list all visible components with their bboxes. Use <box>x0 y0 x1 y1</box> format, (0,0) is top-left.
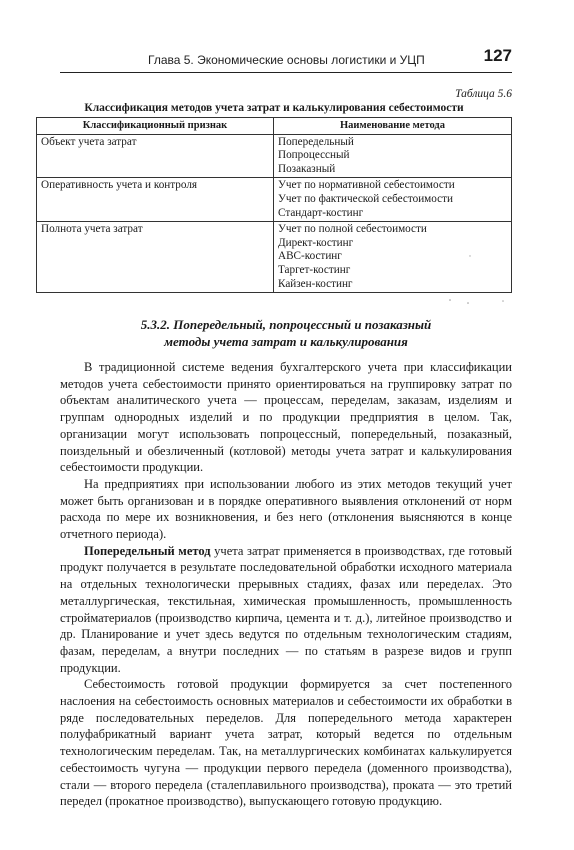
scan-speck <box>449 299 451 301</box>
table-title: Классификация методов учета затрат и калькулирования себестоимости <box>84 102 464 114</box>
method-item: Директ-костинг <box>278 236 354 249</box>
method-item: Попроцессный <box>278 149 350 162</box>
column-header-criterion: Классификационный признак <box>37 118 274 135</box>
page-number: 127 <box>483 46 512 65</box>
chapter-title: Глава 5. Экономические основы логистики и УЦП <box>148 53 425 67</box>
method-item: Учет по нормативной себестоимости <box>278 179 455 192</box>
paragraph: В традиционной системе ведения бухгалтерского учета при классификации методов учета себестоимости принято ориентироваться на группировку затрат по объектам аналитического учета — процессам, переделам, заказам, изделиям и группам однородных изделий и по продукции предприятия в целом. Так, организации могут использовать попроцессный, попередельный, позаказный, поиздельный и обезличенный (котловой) методы учета затрат и калькулирования себестоимости продукции. <box>60 360 512 475</box>
paragraph-text: учета затрат применяется в производствах, где готовый продукт получается в результате последовательной обработки исходного материала на отдельных технологически прерывных стадиях, фазах или переделах. Это металлургическая, текстильная, химическая промышленность, промышленность стройматериалов (производство кирпича, цемента и т. д.), литейное производство и др. Планирование и учет здесь ведутся по отдельным технологическим стадиям, фазам, переделам, а внутри последних — по статьям в разрезе видов и групп продукции. <box>60 543 513 675</box>
scan-speck <box>502 300 504 302</box>
criterion-cell: Оперативность учета и контроля <box>37 178 274 222</box>
method-item: Таргет-костинг <box>278 263 351 276</box>
section-heading-line: 5.3.2. Попередельный, попроцессный и позаказный <box>140 317 432 332</box>
method-item: Кайзен-костинг <box>278 277 353 290</box>
term-bold: Попередельный метод <box>84 543 211 558</box>
method-item: Учет по фактической себестоимости <box>278 192 453 205</box>
paragraph: Себестоимость готовой продукции формируется за счет постепенного наслоения на себестоимость основных материалов и себестоимости их обработки в ряде последовательных переделов. Для попередельного метода характерен полуфабрикатный вариант учета затрат, который ведется по отдельным технологическим переделам. Так, на металлургических комбинатах калькулируется себестоимость чугуна — продукции первого передела (доменного производства), стали — второго передела (сталеплавильного производства), проката — это третий передел (прокатное производство), выпускающего готовую продукцию. <box>60 677 512 809</box>
table-number: Таблица 5.6 <box>455 88 512 100</box>
method-item: Стандарт-костинг <box>278 206 364 219</box>
method-item: Учет по полной себестоимости <box>278 223 427 236</box>
method-item: Позаказный <box>278 162 336 175</box>
criterion-cell: Объект учета затрат <box>37 134 274 178</box>
section-heading-line: методы учета затрат и калькулирования <box>164 334 408 349</box>
paragraph: На предприятиях при использовании любого из этих методов текущий учет может быть организован и в порядке оперативного выявления отклонений от норм расхода по мере их возникновения, и без него (отклонения выясняются в конце отчетного периода). <box>60 476 512 542</box>
column-header-method: Наименование метода <box>274 118 512 135</box>
method-item: АВС-костинг <box>278 250 342 263</box>
scan-speck <box>467 302 469 304</box>
criterion-cell: Полнота учета затрат <box>37 222 274 293</box>
scan-speck <box>469 255 470 256</box>
method-item: Попередельный <box>278 135 354 148</box>
